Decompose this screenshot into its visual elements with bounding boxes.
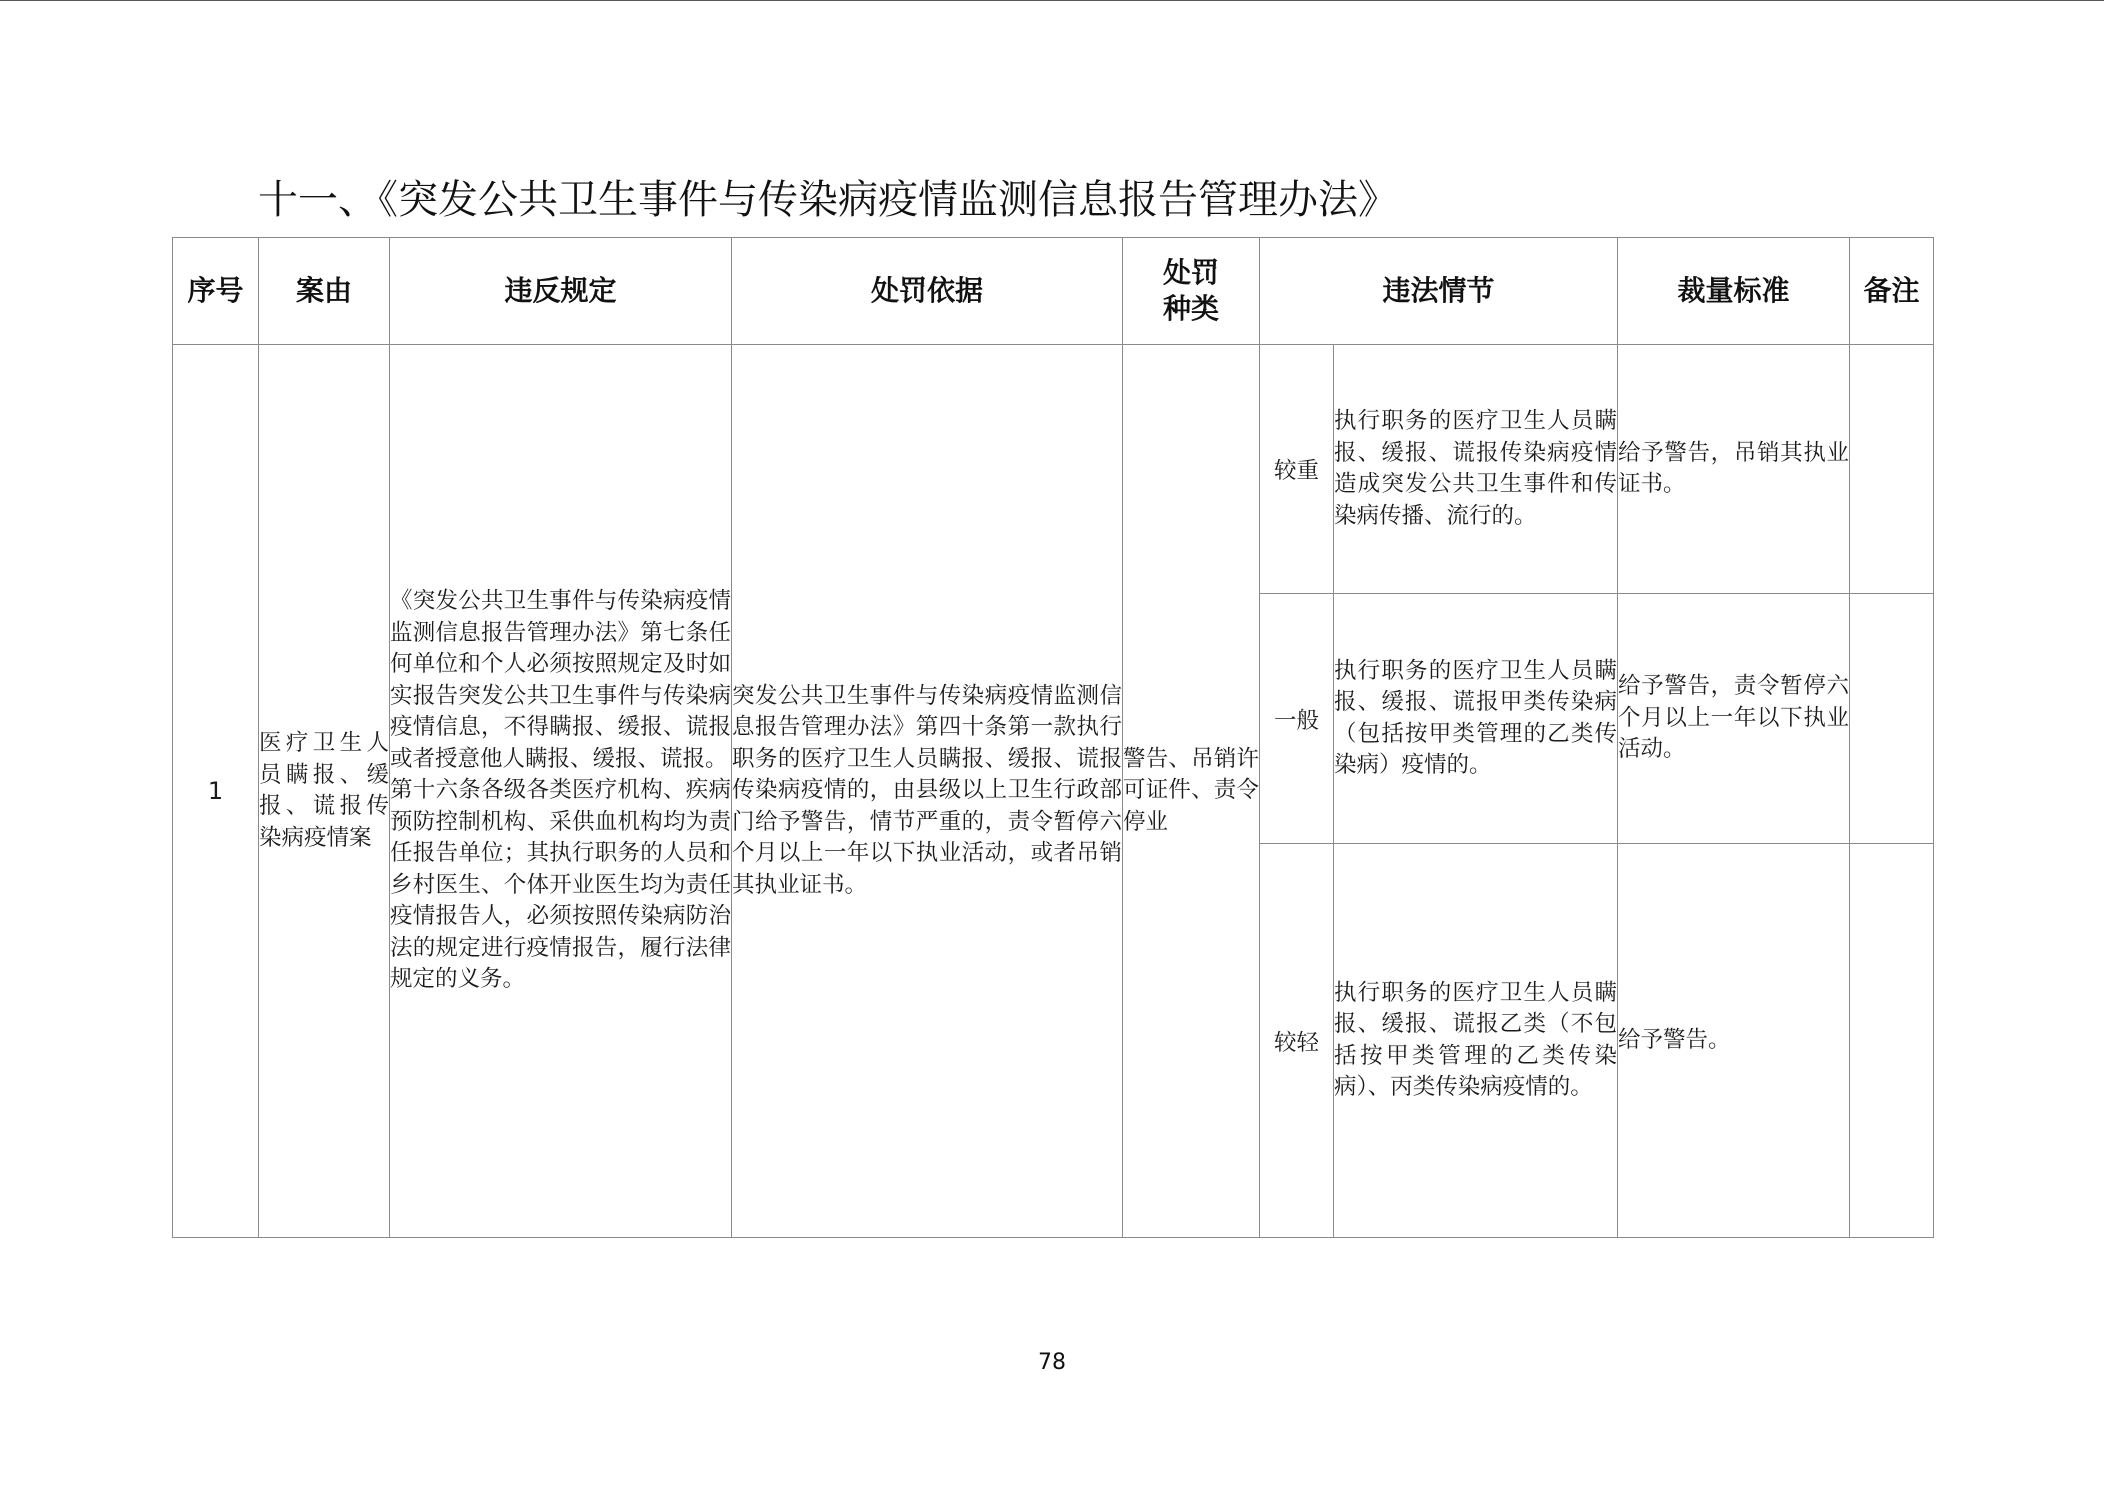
remark-cell-severe bbox=[1850, 345, 1934, 594]
remark-cell-minor bbox=[1850, 844, 1934, 1238]
case-cell: 医疗卫生人员瞒报、缓报、谎报传染病疫情案 bbox=[259, 345, 390, 1238]
penalty-type-cell: 警告、吊销许可证件、责令停业 bbox=[1123, 345, 1260, 1238]
header-basis: 处罚依据 bbox=[732, 238, 1123, 345]
basis-cell: 突发公共卫生事件与传染病疫情监测信息报告管理办法》第四十条第一款执行职务的医疗卫生人员瞒报、缓报、谎报传染病疫情的，由县级以上卫生行政部门给予警告，情节严重的，责令暂停六个月以上一年以下执业活动，或者吊销其执业证书。 bbox=[732, 345, 1123, 1238]
document-title: 十一、《突发公共卫生事件与传染病疫情监测信息报告管理办法》 bbox=[258, 177, 1398, 223]
page-number: 78 bbox=[1038, 1350, 1066, 1375]
header-seq: 序号 bbox=[173, 238, 259, 345]
standard-cell-severe: 给予警告，吊销其执业证书。 bbox=[1618, 345, 1850, 594]
header-regulation: 违反规定 bbox=[390, 238, 732, 345]
seq-cell: 1 bbox=[173, 345, 259, 1238]
top-border-line bbox=[0, 0, 2104, 1]
header-circumstances: 违法情节 bbox=[1260, 238, 1618, 345]
circumstance-cell-minor: 执行职务的医疗卫生人员瞒报、缓报、谎报乙类（不包括按甲类管理的乙类传染病）、丙类传染病疫情的。 bbox=[1334, 844, 1618, 1238]
header-penalty-type-label: 处罚种类 bbox=[1162, 256, 1219, 325]
level-cell-severe: 较重 bbox=[1260, 345, 1334, 594]
table-row-level-1 bbox=[173, 345, 1934, 594]
level-cell-general: 一般 bbox=[1260, 594, 1334, 844]
regulation-cell: 《突发公共卫生事件与传染病疫情监测信息报告管理办法》第七条任何单位和个人必须按照规定及时如实报告突发公共卫生事件与传染病疫情信息，不得瞒报、缓报、谎报或者授意他人瞒报、缓报、谎报。 第十六条各级各类医疗机构、疾病预防控制机构、采供血机构均为责任报告单位；其执行职务的人员和乡村医生、个体开业医生均为责任疫情报告人，必须按照传染病防治法的规定进行疫情报告，履行法律规定的义务。 bbox=[390, 345, 732, 1238]
circumstance-cell-general: 执行职务的医疗卫生人员瞒报、缓报、谎报甲类传染病（包括按甲类管理的乙类传染病）疫情的。 bbox=[1334, 594, 1618, 844]
penalty-discretion-table bbox=[172, 237, 1934, 1238]
header-case: 案由 bbox=[259, 238, 390, 345]
header-remarks: 备注 bbox=[1850, 238, 1934, 345]
standard-cell-minor: 给予警告。 bbox=[1618, 844, 1850, 1238]
circumstance-cell-severe: 执行职务的医疗卫生人员瞒报、缓报、谎报传染病疫情造成突发公共卫生事件和传染病传播、流行的。 bbox=[1334, 345, 1618, 594]
header-standard: 裁量标准 bbox=[1618, 238, 1850, 345]
level-cell-minor: 较轻 bbox=[1260, 844, 1334, 1238]
standard-cell-general: 给予警告，责令暂停六个月以上一年以下执业活动。 bbox=[1618, 594, 1850, 844]
remark-cell-general bbox=[1850, 594, 1934, 844]
header-penalty-type bbox=[1123, 238, 1260, 345]
table-header-row bbox=[173, 238, 1934, 345]
